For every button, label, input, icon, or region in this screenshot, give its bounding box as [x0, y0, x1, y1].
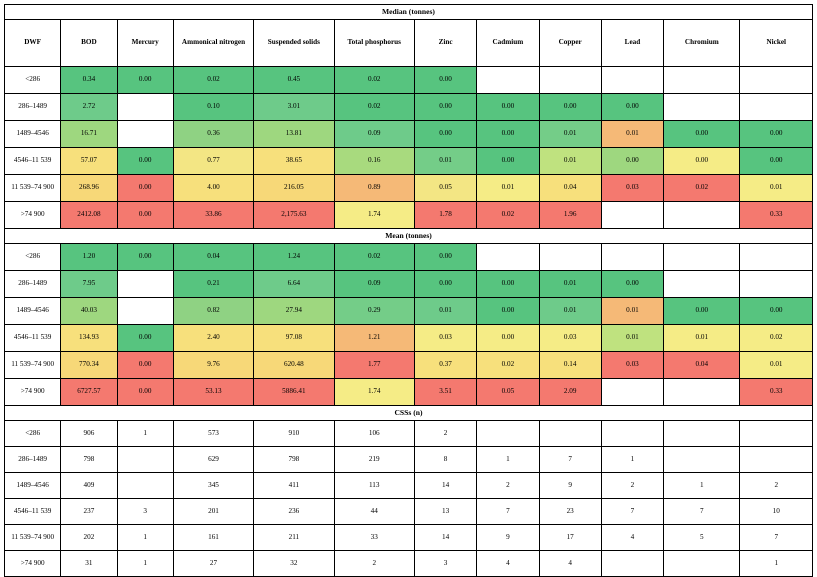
value-total-phosphorus: 0.02	[334, 94, 414, 121]
value-chromium	[664, 271, 740, 298]
column-header-dwf: DWF	[5, 20, 61, 67]
value-copper: 0.04	[539, 175, 601, 202]
value-total-phosphorus: 106	[334, 421, 414, 447]
value-ammonical-nitrogen: 0.04	[173, 244, 253, 271]
value-mercury: 1	[117, 421, 173, 447]
value-copper: 7	[539, 447, 601, 473]
value-chromium: 0.01	[664, 325, 740, 352]
value-nickel	[740, 67, 813, 94]
value-total-phosphorus: 1.74	[334, 202, 414, 229]
value-suspended-solids: 910	[254, 421, 334, 447]
value-zinc: 14	[414, 473, 476, 499]
section-title: Mean (tonnes)	[5, 229, 813, 244]
value-suspended-solids: 38.65	[254, 148, 334, 175]
value-copper	[539, 244, 601, 271]
value-zinc: 14	[414, 525, 476, 551]
column-header-cadmium: Cadmium	[477, 20, 539, 67]
row-label: 1489–4546	[5, 473, 61, 499]
table-row	[5, 202, 813, 229]
value-total-phosphorus: 0.29	[334, 298, 414, 325]
value-nickel: 0.00	[740, 298, 813, 325]
value-cadmium: 0.02	[477, 352, 539, 379]
value-bod: 202	[61, 525, 117, 551]
row-label: 4546–11 539	[5, 499, 61, 525]
value-zinc: 0.00	[414, 121, 476, 148]
value-total-phosphorus: 0.02	[334, 244, 414, 271]
value-nickel: 0.33	[740, 379, 813, 406]
value-lead	[601, 379, 663, 406]
value-bod: 1.20	[61, 244, 117, 271]
row-label: 4546–11 539	[5, 325, 61, 352]
section-title: CSSs (n)	[5, 406, 813, 421]
value-bod: 2.72	[61, 94, 117, 121]
value-ammonical-nitrogen: 9.76	[173, 352, 253, 379]
value-total-phosphorus: 0.16	[334, 148, 414, 175]
value-cadmium: 0.00	[477, 298, 539, 325]
column-header-mercury: Mercury	[117, 20, 173, 67]
value-bod: 40.03	[61, 298, 117, 325]
value-suspended-solids: 798	[254, 447, 334, 473]
value-cadmium	[477, 67, 539, 94]
row-label: <286	[5, 244, 61, 271]
value-nickel: 2	[740, 473, 813, 499]
value-mercury: 0.00	[117, 67, 173, 94]
value-chromium	[664, 67, 740, 94]
value-copper	[539, 421, 601, 447]
value-ammonical-nitrogen: 573	[173, 421, 253, 447]
table-row	[5, 473, 813, 499]
value-zinc: 0.37	[414, 352, 476, 379]
value-nickel	[740, 244, 813, 271]
value-chromium	[664, 447, 740, 473]
value-copper: 2.09	[539, 379, 601, 406]
value-nickel	[740, 271, 813, 298]
value-zinc: 0.00	[414, 244, 476, 271]
value-mercury	[117, 121, 173, 148]
value-lead: 0.00	[601, 94, 663, 121]
value-bod: 268.96	[61, 175, 117, 202]
value-zinc: 3	[414, 551, 476, 577]
row-label: 286–1489	[5, 447, 61, 473]
row-label: 11 539–74 900	[5, 525, 61, 551]
column-header-copper: Copper	[539, 20, 601, 67]
value-nickel	[740, 447, 813, 473]
value-cadmium: 0.00	[477, 121, 539, 148]
value-cadmium: 7	[477, 499, 539, 525]
value-zinc: 2	[414, 421, 476, 447]
value-cadmium: 1	[477, 447, 539, 473]
value-total-phosphorus: 1.74	[334, 379, 414, 406]
value-bod: 2412.08	[61, 202, 117, 229]
value-zinc: 0.01	[414, 298, 476, 325]
value-suspended-solids: 620.48	[254, 352, 334, 379]
column-header-lead: Lead	[601, 20, 663, 67]
value-bod: 798	[61, 447, 117, 473]
table-row	[5, 67, 813, 94]
section-title: Median (tonnes)	[5, 5, 813, 20]
value-mercury	[117, 298, 173, 325]
value-total-phosphorus: 219	[334, 447, 414, 473]
value-chromium: 1	[664, 473, 740, 499]
value-cadmium: 4	[477, 551, 539, 577]
value-chromium: 5	[664, 525, 740, 551]
value-ammonical-nitrogen: 345	[173, 473, 253, 499]
table-row	[5, 551, 813, 577]
value-ammonical-nitrogen: 33.86	[173, 202, 253, 229]
table-row	[5, 379, 813, 406]
table-row	[5, 447, 813, 473]
value-suspended-solids: 13.81	[254, 121, 334, 148]
value-total-phosphorus: 1.21	[334, 325, 414, 352]
value-bod: 16.71	[61, 121, 117, 148]
value-cadmium: 9	[477, 525, 539, 551]
value-copper: 9	[539, 473, 601, 499]
value-chromium: 7	[664, 499, 740, 525]
value-lead: 0.03	[601, 175, 663, 202]
value-cadmium: 0.05	[477, 379, 539, 406]
value-ammonical-nitrogen: 4.00	[173, 175, 253, 202]
value-ammonical-nitrogen: 27	[173, 551, 253, 577]
value-lead: 0.00	[601, 148, 663, 175]
value-cadmium: 0.00	[477, 271, 539, 298]
value-bod: 237	[61, 499, 117, 525]
value-suspended-solids: 3.01	[254, 94, 334, 121]
value-lead	[601, 244, 663, 271]
value-ammonical-nitrogen: 0.10	[173, 94, 253, 121]
value-bod: 7.95	[61, 271, 117, 298]
value-mercury	[117, 473, 173, 499]
value-copper: 0.00	[539, 94, 601, 121]
row-label: >74 900	[5, 379, 61, 406]
row-label: >74 900	[5, 202, 61, 229]
value-suspended-solids: 216.05	[254, 175, 334, 202]
value-total-phosphorus: 33	[334, 525, 414, 551]
value-lead: 0.03	[601, 352, 663, 379]
table-row	[5, 298, 813, 325]
value-suspended-solids: 27.94	[254, 298, 334, 325]
value-chromium	[664, 551, 740, 577]
value-lead: 4	[601, 525, 663, 551]
value-ammonical-nitrogen: 161	[173, 525, 253, 551]
value-ammonical-nitrogen: 53.13	[173, 379, 253, 406]
value-ammonical-nitrogen: 0.82	[173, 298, 253, 325]
value-lead: 0.01	[601, 325, 663, 352]
table-row	[5, 525, 813, 551]
value-copper: 0.03	[539, 325, 601, 352]
value-lead	[601, 202, 663, 229]
column-header-zinc: Zinc	[414, 20, 476, 67]
row-label: 11 539–74 900	[5, 175, 61, 202]
table-row	[5, 148, 813, 175]
value-lead	[601, 421, 663, 447]
data-table	[4, 4, 813, 577]
value-suspended-solids: 6.64	[254, 271, 334, 298]
table-row	[5, 325, 813, 352]
value-bod: 906	[61, 421, 117, 447]
value-chromium: 0.00	[664, 298, 740, 325]
value-copper: 17	[539, 525, 601, 551]
value-mercury: 3	[117, 499, 173, 525]
value-chromium: 0.00	[664, 148, 740, 175]
value-mercury: 0.00	[117, 352, 173, 379]
value-ammonical-nitrogen: 0.36	[173, 121, 253, 148]
value-bod: 0.34	[61, 67, 117, 94]
value-cadmium: 0.01	[477, 175, 539, 202]
value-mercury: 0.00	[117, 148, 173, 175]
value-chromium: 0.04	[664, 352, 740, 379]
value-suspended-solids: 236	[254, 499, 334, 525]
column-header-bod: BOD	[61, 20, 117, 67]
value-zinc: 0.03	[414, 325, 476, 352]
row-label: >74 900	[5, 551, 61, 577]
row-label: 4546–11 539	[5, 148, 61, 175]
value-mercury: 0.00	[117, 175, 173, 202]
column-header-ammonical-nitrogen: Ammonical nitrogen	[173, 20, 253, 67]
value-nickel	[740, 94, 813, 121]
value-copper: 0.01	[539, 121, 601, 148]
value-suspended-solids: 411	[254, 473, 334, 499]
value-suspended-solids: 5886.41	[254, 379, 334, 406]
value-nickel: 7	[740, 525, 813, 551]
value-mercury: 1	[117, 551, 173, 577]
value-nickel: 1	[740, 551, 813, 577]
value-copper	[539, 67, 601, 94]
value-ammonical-nitrogen: 0.21	[173, 271, 253, 298]
value-mercury: 1	[117, 525, 173, 551]
value-total-phosphorus: 0.89	[334, 175, 414, 202]
value-nickel: 0.01	[740, 352, 813, 379]
table-row	[5, 94, 813, 121]
row-label: 11 539–74 900	[5, 352, 61, 379]
value-cadmium: 0.02	[477, 202, 539, 229]
value-ammonical-nitrogen: 0.02	[173, 67, 253, 94]
value-suspended-solids: 0.45	[254, 67, 334, 94]
value-zinc: 3.51	[414, 379, 476, 406]
value-ammonical-nitrogen: 0.77	[173, 148, 253, 175]
column-header-chromium: Chromium	[664, 20, 740, 67]
value-total-phosphorus: 113	[334, 473, 414, 499]
table-row	[5, 271, 813, 298]
value-nickel: 0.33	[740, 202, 813, 229]
value-nickel: 0.02	[740, 325, 813, 352]
row-label: 286–1489	[5, 271, 61, 298]
value-lead	[601, 551, 663, 577]
value-lead: 0.01	[601, 298, 663, 325]
row-label: <286	[5, 67, 61, 94]
value-chromium	[664, 379, 740, 406]
value-zinc: 0.00	[414, 271, 476, 298]
table-row	[5, 421, 813, 447]
value-chromium: 0.02	[664, 175, 740, 202]
table-row	[5, 121, 813, 148]
value-copper: 4	[539, 551, 601, 577]
value-bod: 134.93	[61, 325, 117, 352]
value-total-phosphorus: 0.02	[334, 67, 414, 94]
column-header-nickel: Nickel	[740, 20, 813, 67]
value-nickel: 0.01	[740, 175, 813, 202]
value-copper: 0.01	[539, 148, 601, 175]
value-mercury: 0.00	[117, 202, 173, 229]
value-chromium: 0.00	[664, 121, 740, 148]
value-copper: 0.14	[539, 352, 601, 379]
value-copper: 0.01	[539, 298, 601, 325]
value-total-phosphorus: 0.09	[334, 271, 414, 298]
row-label: 1489–4546	[5, 298, 61, 325]
value-mercury: 0.00	[117, 325, 173, 352]
value-ammonical-nitrogen: 2.40	[173, 325, 253, 352]
value-mercury: 0.00	[117, 379, 173, 406]
value-copper: 1.96	[539, 202, 601, 229]
value-bod: 31	[61, 551, 117, 577]
value-suspended-solids: 1.24	[254, 244, 334, 271]
value-bod: 409	[61, 473, 117, 499]
value-lead: 0.00	[601, 271, 663, 298]
value-suspended-solids: 97.08	[254, 325, 334, 352]
value-nickel	[740, 421, 813, 447]
value-cadmium	[477, 421, 539, 447]
value-zinc: 8	[414, 447, 476, 473]
table-row	[5, 175, 813, 202]
value-copper: 23	[539, 499, 601, 525]
row-label: 1489–4546	[5, 121, 61, 148]
value-zinc: 1.78	[414, 202, 476, 229]
value-bod: 57.07	[61, 148, 117, 175]
table-row	[5, 244, 813, 271]
value-suspended-solids: 211	[254, 525, 334, 551]
table-row	[5, 352, 813, 379]
value-total-phosphorus: 44	[334, 499, 414, 525]
value-lead	[601, 67, 663, 94]
value-suspended-solids: 2,175.63	[254, 202, 334, 229]
value-ammonical-nitrogen: 629	[173, 447, 253, 473]
value-copper: 0.01	[539, 271, 601, 298]
value-total-phosphorus: 0.09	[334, 121, 414, 148]
value-zinc: 13	[414, 499, 476, 525]
value-nickel: 0.00	[740, 121, 813, 148]
value-cadmium	[477, 244, 539, 271]
value-cadmium: 0.00	[477, 325, 539, 352]
value-total-phosphorus: 1.77	[334, 352, 414, 379]
value-chromium	[664, 244, 740, 271]
row-label: 286–1489	[5, 94, 61, 121]
value-zinc: 0.01	[414, 148, 476, 175]
section-title-row	[5, 229, 813, 244]
value-zinc: 0.00	[414, 67, 476, 94]
table-row	[5, 499, 813, 525]
column-header-total-phosphorus: Total phosphorus	[334, 20, 414, 67]
value-bod: 770.34	[61, 352, 117, 379]
value-lead: 2	[601, 473, 663, 499]
value-total-phosphorus: 2	[334, 551, 414, 577]
value-mercury	[117, 447, 173, 473]
value-bod: 6727.57	[61, 379, 117, 406]
value-lead: 0.01	[601, 121, 663, 148]
value-chromium	[664, 421, 740, 447]
value-mercury	[117, 271, 173, 298]
value-mercury	[117, 94, 173, 121]
value-zinc: 0.00	[414, 94, 476, 121]
section-title-row	[5, 5, 813, 20]
value-zinc: 0.05	[414, 175, 476, 202]
column-header-row	[5, 20, 813, 67]
value-nickel: 10	[740, 499, 813, 525]
value-cadmium: 2	[477, 473, 539, 499]
value-lead: 1	[601, 447, 663, 473]
value-cadmium: 0.00	[477, 94, 539, 121]
value-ammonical-nitrogen: 201	[173, 499, 253, 525]
value-nickel: 0.00	[740, 148, 813, 175]
row-label: <286	[5, 421, 61, 447]
section-title-row	[5, 406, 813, 421]
value-lead: 7	[601, 499, 663, 525]
value-mercury: 0.00	[117, 244, 173, 271]
column-header-suspended-solids: Suspended solids	[254, 20, 334, 67]
value-suspended-solids: 32	[254, 551, 334, 577]
value-cadmium: 0.00	[477, 148, 539, 175]
value-chromium	[664, 94, 740, 121]
value-chromium	[664, 202, 740, 229]
